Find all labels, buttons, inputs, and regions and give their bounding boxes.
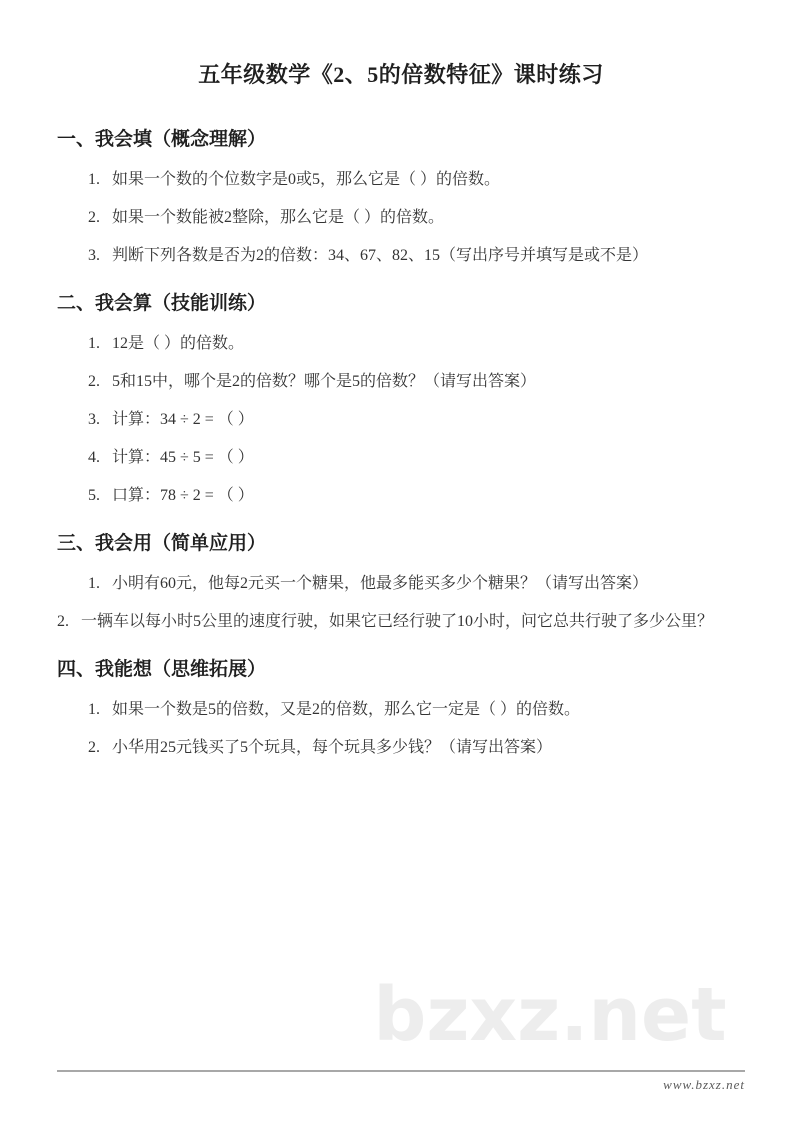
question-item [88, 485, 745, 507]
question-number: 2. [88, 373, 100, 390]
watermark-text: bzxz.net [373, 972, 727, 1058]
question-text: 口算：78 ÷ 2 = （ ） [112, 487, 254, 504]
question-item [88, 245, 745, 267]
question-item [88, 699, 745, 721]
footer-url: www.bzxz.net [663, 1077, 745, 1092]
question-number: 3. [88, 411, 100, 428]
question-text: 如果一个数是5的倍数，又是2的倍数，那么它一定是（ ）的倍数。 [112, 701, 581, 718]
question-number: 1. [88, 335, 100, 352]
question-text: 12是（ ）的倍数。 [112, 335, 245, 352]
question-text: 如果一个数的个位数字是0或5，那么它是（ ）的倍数。 [112, 171, 501, 188]
section-apply-heading: 三、我会用（简单应用） [57, 533, 267, 554]
section-calculate-heading: 二、我会算（技能训练） [57, 293, 267, 314]
question-number: 3. [88, 247, 100, 264]
question-number: 1. [88, 701, 100, 718]
section-calculate [57, 291, 745, 507]
page-title: 五年级数学《2、5的倍数特征》课时练习 [198, 62, 604, 87]
section-think-heading: 四、我能想（思维拓展） [57, 659, 267, 680]
section-fill-in [57, 127, 745, 267]
question-item [88, 333, 745, 355]
question-item [88, 169, 745, 191]
question-item [88, 573, 745, 595]
section-think [57, 657, 745, 759]
question-item [88, 409, 745, 431]
question-number: 1. [88, 575, 100, 592]
question-item [88, 447, 745, 469]
question-text: 计算：45 ÷ 5 = （ ） [112, 449, 254, 466]
footer-divider [57, 1070, 745, 1072]
question-item [88, 371, 745, 393]
question-number: 1. [88, 171, 100, 188]
section-apply [57, 531, 745, 633]
section-fill-in-heading: 一、我会填（概念理解） [57, 129, 267, 150]
question-text: 5和15中，哪个是2的倍数？哪个是5的倍数？（请写出答案） [112, 373, 537, 390]
question-number: 5. [88, 487, 100, 504]
question-number: 2. [88, 739, 100, 756]
question-text: 计算：34 ÷ 2 = （ ） [112, 411, 254, 428]
question-text: 如果一个数能被2整除，那么它是（ ）的倍数。 [112, 209, 445, 226]
question-text: 小明有60元，他每2元买一个糖果，他最多能买多少个糖果？（请写出答案） [112, 575, 649, 592]
question-number: 2. [57, 613, 69, 630]
question-item [88, 737, 745, 759]
question-number: 2. [88, 209, 100, 226]
question-item [88, 207, 745, 229]
question-text: 小华用25元钱买了5个玩具，每个玩具多少钱？（请写出答案） [112, 739, 553, 756]
question-text: 一辆车以每小时5公里的速度行驶，如果它已经行驶了10小时，问它总共行驶了多少公里？ [81, 613, 714, 630]
question-number: 4. [88, 449, 100, 466]
question-item [57, 611, 745, 633]
question-text: 判断下列各数是否为2的倍数：34、67、82、15（写出序号并填写是或不是） [112, 247, 649, 264]
